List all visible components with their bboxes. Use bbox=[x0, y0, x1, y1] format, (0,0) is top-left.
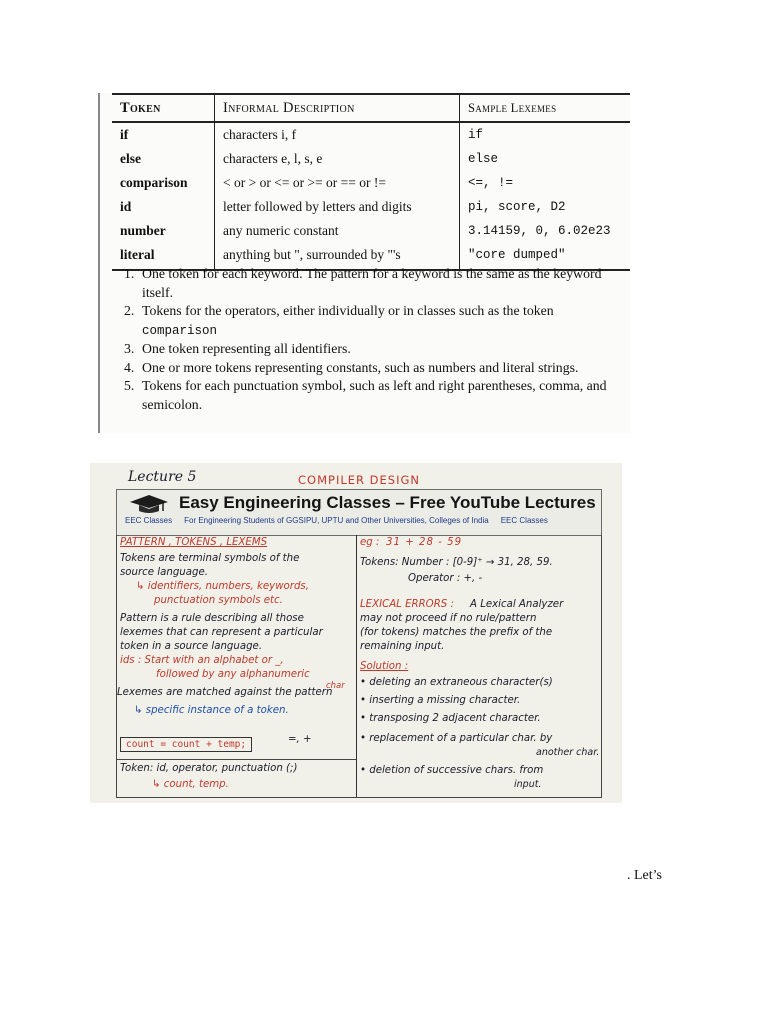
hook-arrow-icon: ↳ bbox=[152, 779, 164, 790]
code-example-box: count = count + temp; bbox=[120, 737, 252, 752]
list-item bbox=[120, 265, 620, 302]
list-item bbox=[120, 377, 620, 414]
note-line: char bbox=[326, 681, 345, 691]
list-text: One token for each keyword. The pattern for a keyword is the same as the keyword itself. bbox=[142, 266, 602, 300]
solution-item: • inserting a missing character. bbox=[360, 695, 521, 706]
note-line: ids : Start with an alphabet or _, bbox=[120, 655, 284, 666]
description-cell: letter followed by letters and digits bbox=[215, 195, 460, 219]
solution-item-cont: another char. bbox=[536, 747, 600, 758]
lexemes-cell: "core dumped" bbox=[460, 243, 631, 270]
list-item bbox=[120, 340, 620, 359]
table-row bbox=[112, 147, 630, 171]
banner-mid-label: For Engineering Students of GGSIPU, UPTU and Other Universities, Colleges of India bbox=[184, 516, 489, 525]
lexemes-cell: if bbox=[460, 122, 631, 147]
description-cell: < or > or <= or >= or == or != bbox=[215, 171, 460, 195]
list-text: Tokens for each punctuation symbol, such as left and right parentheses, comma, and semicolon. bbox=[142, 378, 607, 412]
list-number: 1. bbox=[124, 266, 135, 281]
note-line bbox=[134, 705, 289, 716]
solution-heading: Solution : bbox=[360, 661, 409, 672]
lexemes-cell: else bbox=[460, 147, 631, 171]
note-text: count, temp. bbox=[163, 779, 229, 790]
lexemes-cell: 3.14159, 0, 6.02e23 bbox=[460, 219, 631, 243]
list-code: comparison bbox=[142, 323, 218, 338]
left-heading: PATTERN , TOKENS , LEXEMS bbox=[120, 537, 268, 548]
lecture-board-photo bbox=[90, 463, 622, 803]
note-line: A Lexical Analyzer bbox=[470, 599, 564, 610]
column-divider bbox=[356, 535, 357, 797]
solution-item-cont: input. bbox=[514, 779, 542, 790]
token-cell: number bbox=[120, 222, 166, 238]
table-row bbox=[112, 195, 630, 219]
example-expression: 31 + 28 - 59 bbox=[386, 537, 463, 548]
banner-right-label: EEC Classes bbox=[500, 516, 548, 525]
list-number: 2. bbox=[124, 303, 135, 318]
lexemes-cell: <=, != bbox=[460, 171, 631, 195]
list-item bbox=[120, 359, 620, 378]
token-table bbox=[112, 93, 630, 271]
token-cell: id bbox=[120, 198, 132, 214]
token-cell: literal bbox=[112, 243, 215, 270]
lexical-errors-heading: LEXICAL ERRORS : bbox=[360, 599, 454, 610]
example-label: eg : bbox=[360, 537, 380, 548]
note-line: may not proceed if no rule/pattern bbox=[360, 613, 537, 624]
note-line: Operator : +, - bbox=[408, 573, 483, 584]
note-line: (for tokens) matches the prefix of the bbox=[360, 627, 553, 638]
token-cell: if bbox=[120, 126, 129, 142]
list-number: 5. bbox=[124, 378, 135, 393]
list-text: One token representing all identifiers. bbox=[142, 341, 351, 356]
note-line: followed by any alphanumeric bbox=[156, 669, 310, 680]
left-separator bbox=[116, 759, 356, 760]
table-row bbox=[112, 219, 630, 243]
banner bbox=[116, 489, 602, 536]
list-number: 4. bbox=[124, 359, 135, 375]
note-line: Token: id, operator, punctuation (;) bbox=[120, 763, 298, 774]
header-lexemes: Sample Lexemes bbox=[460, 94, 631, 122]
list-text: Tokens for the operators, either individually or in classes such as the token bbox=[142, 303, 554, 318]
token-cell: comparison bbox=[120, 174, 188, 190]
note-line: Pattern is a rule describing all those bbox=[120, 613, 304, 624]
list-item bbox=[120, 302, 620, 340]
note-line: token in a source language. bbox=[120, 641, 263, 652]
banner-title: Easy Engineering Classes – Free YouTube Lectures bbox=[179, 493, 596, 512]
token-table-header bbox=[112, 94, 630, 122]
description-cell: anything but ", surrounded by "'s bbox=[215, 243, 460, 270]
solution-item: • transposing 2 adjacent character. bbox=[360, 713, 541, 724]
header-token: Token bbox=[112, 94, 215, 122]
note-line bbox=[152, 779, 229, 790]
list-number: 3. bbox=[124, 341, 135, 356]
list-text: One or more tokens representing constants, such as numbers and literal strings. bbox=[142, 359, 579, 375]
solution-item: • replacement of a particular char. by bbox=[360, 733, 553, 744]
table-row bbox=[112, 122, 630, 147]
course-title: COMPILER DESIGN bbox=[298, 473, 420, 487]
note-line: lexemes that can represent a particular bbox=[120, 627, 323, 638]
note-line: Tokens are terminal symbols of the bbox=[120, 553, 300, 564]
note-text: identifiers, numbers, keywords, bbox=[147, 581, 309, 592]
graduation-cap-icon bbox=[129, 494, 169, 514]
lexemes-cell: pi, score, D2 bbox=[460, 195, 631, 219]
note-line: =, + bbox=[288, 734, 312, 745]
hook-arrow-icon: ↳ bbox=[134, 705, 146, 716]
token-cell: else bbox=[120, 150, 141, 166]
table-row bbox=[112, 171, 630, 195]
hook-arrow-icon: ↳ bbox=[136, 581, 148, 592]
note-line bbox=[136, 581, 309, 592]
note-line: source language. bbox=[120, 567, 208, 578]
description-cell: characters i, f bbox=[215, 122, 460, 147]
note-line: remaining input. bbox=[360, 641, 445, 652]
banner-left-label: EEC Classes bbox=[125, 516, 173, 525]
lecture-number: Lecture 5 bbox=[128, 469, 197, 485]
header-description: Informal Description bbox=[215, 94, 460, 122]
solution-item: • deletion of successive chars. from bbox=[360, 765, 544, 776]
note-text: specific instance of a token. bbox=[145, 705, 289, 716]
note-line: Lexemes are matched against the pattern bbox=[117, 687, 333, 698]
description-cell: characters e, l, s, e bbox=[215, 147, 460, 171]
banner-subtitle bbox=[125, 516, 548, 525]
note-line: punctuation symbols etc. bbox=[154, 595, 283, 606]
solution-item: • deleting an extraneous character(s) bbox=[360, 677, 553, 688]
note-line: Tokens: Number : [0-9]⁺ → 31, 28, 59. bbox=[360, 557, 553, 568]
body-text-fragment: . Let’s bbox=[627, 868, 662, 883]
textbook-excerpt bbox=[98, 93, 630, 433]
description-cell: any numeric constant bbox=[215, 219, 460, 243]
token-notes-list bbox=[120, 265, 620, 414]
